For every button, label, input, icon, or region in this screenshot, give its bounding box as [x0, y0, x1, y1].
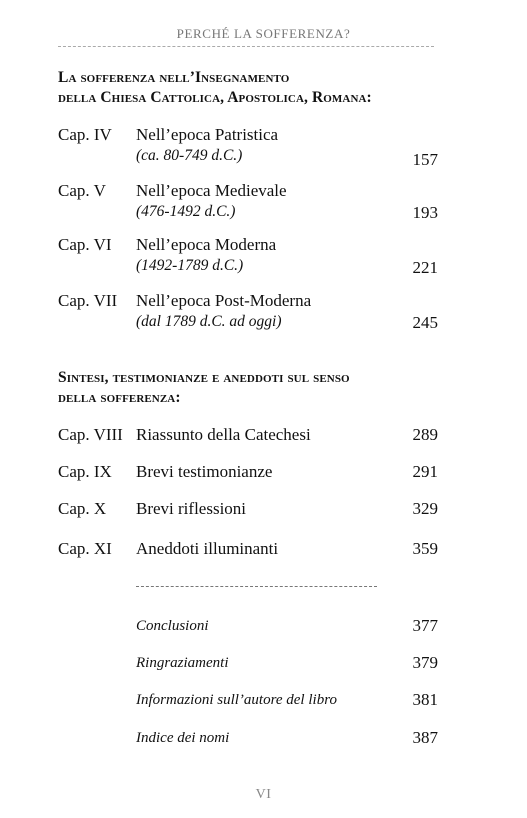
chapter-title: Nell’epoca Moderna	[136, 235, 277, 254]
back-matter-title: Conclusioni	[136, 618, 209, 634]
section-divider	[136, 586, 377, 587]
page-number: 245	[412, 313, 438, 332]
page-number: 377	[412, 616, 438, 635]
page-number: 381	[412, 690, 438, 709]
back-matter-title: Ringraziamenti	[136, 655, 229, 671]
section-2-title-line-1: Sintesi, testimonianze e aneddoti sul senso	[58, 369, 350, 386]
chapter-number: Cap. IV	[58, 125, 112, 144]
chapter-period: (dal 1789 d.C. ad oggi)	[136, 313, 282, 330]
chapter-title: Brevi testimonianze	[136, 462, 273, 481]
page-number: 157	[412, 150, 438, 169]
chapter-title: Nell’epoca Medievale	[136, 181, 287, 200]
chapter-number: Cap. X	[58, 499, 107, 518]
chapter-period: (ca. 80-749 d.C.)	[136, 147, 243, 164]
chapter-title: Riassunto della Catechesi	[136, 425, 311, 444]
section-1-title-line-2: della Chiesa Cattolica, Apostolica, Romana:	[58, 89, 372, 106]
page-number: 221	[412, 258, 438, 277]
header-divider	[58, 46, 434, 47]
section-2-title-line-2: della sofferenza:	[58, 389, 181, 406]
back-matter-title: Indice dei nomi	[136, 730, 230, 746]
chapter-period: (476-1492 d.C.)	[136, 203, 236, 220]
section-1-title	[58, 68, 372, 108]
page-number: 387	[412, 728, 438, 747]
chapter-number: Cap. VII	[58, 291, 118, 310]
chapter-number: Cap. V	[58, 181, 106, 200]
chapter-title: Brevi riflessioni	[136, 499, 247, 518]
chapter-title: Nell’epoca Patristica	[136, 125, 279, 144]
back-matter-title: Informazioni sull’autore del libro	[136, 692, 337, 708]
page-number: 359	[412, 539, 438, 558]
page-number: 193	[412, 203, 438, 222]
chapter-number: Cap. IX	[58, 462, 112, 481]
chapter-number: Cap. XI	[58, 539, 112, 558]
chapter-title: Nell’epoca Post-Moderna	[136, 291, 312, 310]
page-number: 379	[412, 653, 438, 672]
page-number: 291	[412, 462, 438, 481]
page-folio: VI	[255, 787, 272, 802]
page-number: 289	[412, 425, 438, 444]
running-head: PERCHÉ LA SOFFERENZA?	[176, 26, 351, 41]
chapter-number: Cap. VI	[58, 235, 112, 254]
section-1-title-line-1: La sofferenza nell’Insegnamento	[58, 69, 290, 86]
section-2-title	[58, 368, 350, 408]
page-number: 329	[412, 499, 438, 518]
chapter-number: Cap. VIII	[58, 425, 123, 444]
chapter-period: (1492-1789 d.C.)	[136, 257, 244, 274]
chapter-title: Aneddoti illuminanti	[136, 539, 279, 558]
